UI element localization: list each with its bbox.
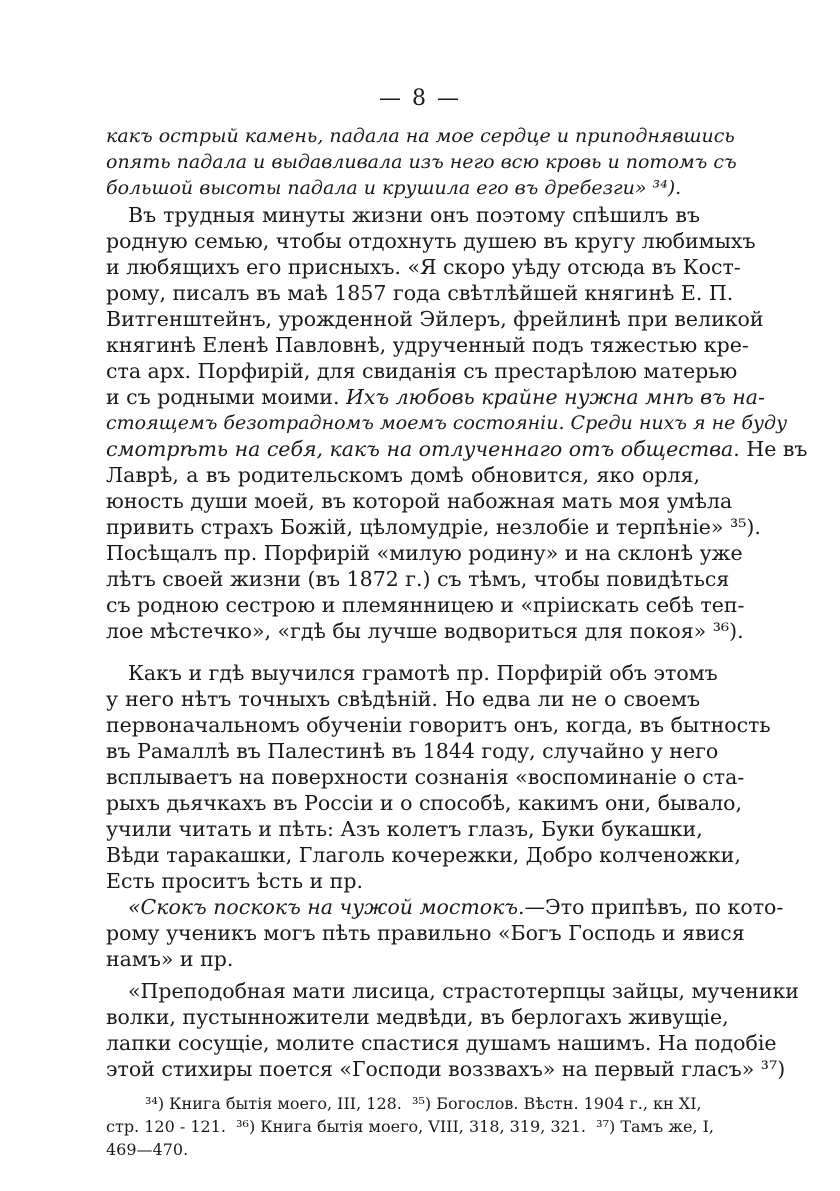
text-line: ста арх. Порфирій, для свиданія съ престарѣлою матерью [106, 359, 738, 383]
text-line: Есть проситъ ѣсть и пр. [106, 869, 363, 893]
text-line: «Преподобная мати лисица, страстотерпцы зайцы, мученики [128, 979, 799, 1003]
text-line: всплываетъ на поверхности сознанія «воспоминаніе о ста- [106, 765, 745, 789]
text-line: стоящемъ безотрадномъ моемъ состояніи. Среди нихъ я не буду [106, 412, 788, 434]
text-line: рыхъ дьячкахъ въ Россіи и о способѣ, какимъ они, бывало, [106, 791, 743, 815]
text-line: опять падала и выдавливала изъ него всю кровь и потомъ съ [106, 151, 737, 173]
text-line: лѣтъ своей жизни (въ 1872 г.) съ тѣмъ, чтобы повидѣться [106, 567, 730, 591]
text-line: и съ родными моими. Ихъ любовь крайне нужна мнѣ въ на- [106, 385, 765, 409]
text-line: Вѣди таракашки, Глаголь кочережки, Добро колченожки, [106, 843, 741, 867]
text-line: намъ» и пр. [106, 947, 234, 971]
text-line: Лаврѣ, а въ родительскомъ домѣ обновится, яко орля, [106, 463, 700, 487]
text-line: первоначальномъ обученіи говоритъ онъ, когда, въ бытность [106, 713, 771, 737]
text-line: смотрѣть на себя, какъ на отлученнаго отъ общества. Не въ [106, 437, 808, 461]
text-line: рому, писалъ въ маѣ 1857 года свѣтлѣйшей княгинѣ Е. П. [106, 281, 734, 305]
text-line: въ Рамаллѣ въ Палестинѣ въ 1844 году, случайно у него [106, 739, 719, 763]
text-line: княгинѣ Еленѣ Павловнѣ, удрученный подъ тяжестью кре- [106, 333, 749, 357]
text-line: съ родною сестрою и племянницею и «пріискать себѣ теп- [106, 593, 745, 617]
text-line: лое мѣстечко», «гдѣ бы лучше водвориться для покоя» ³⁶). [106, 619, 744, 643]
text-line: Посѣщалъ пр. Порфирій «милую родину» и на склонѣ уже [106, 541, 743, 565]
text-line: волки, пустынножители медвѣди, въ берлогахъ живущіе, [106, 1005, 729, 1029]
text-line: какъ острый камень, падала на мое сердце и приподнявшись [106, 125, 735, 147]
text-line: и любящихъ его присныхъ. «Я скоро уѣду отсюда въ Кост- [106, 255, 741, 279]
text-line: юность души моей, въ которой набожная мать моя умѣла [106, 489, 733, 513]
text-line: «Скокъ поскокъ на чужой мостокъ.—Это припѣвъ, по кото- [128, 895, 784, 919]
text-line: этой стихиры поется «Господи воззвахъ» на первый гласъ» ³⁷) [106, 1057, 786, 1081]
text-line: родную семью, чтобы отдохнуть душею въ кругу любимыхъ [106, 229, 756, 253]
text-line: Въ трудныя минуты жизни онъ поэтому спѣшилъ въ [128, 203, 700, 227]
text-line: учили читать и пѣть: Азъ колетъ глазъ, Буки букашки, [106, 817, 703, 841]
footnote-line: ³⁴) Книга бытія моего, III, 128. ³⁵) Богослов. Вѣстн. 1904 г., кн XI, [145, 1094, 702, 1113]
footnote-line: 469—470. [106, 1140, 189, 1159]
italic-fragment: Ихъ любовь крайне нужна мнѣ въ на- [346, 385, 765, 409]
page-number-header: — 8 — [379, 86, 461, 111]
text-line: большой высоты падала и крушила его въ дребезги» ³⁴). [106, 177, 682, 199]
text-line: привить страхъ Божій, цѣломудріе, незлобіе и терпѣніе» ³⁵). [106, 515, 761, 539]
text-line: Какъ и гдѣ выучился грамотѣ пр. Порфирій объ этомъ [128, 661, 718, 685]
footnote-line: стр. 120 - 121. ³⁶) Книга бытія моего, VIII, 318, 319, 321. ³⁷) Тамъ же, I, [106, 1117, 715, 1136]
text-line: рому ученикъ могъ пѣть правильно «Богъ Господь и явися [106, 921, 745, 945]
text-line: у него нѣтъ точныхъ свѣдѣній. Но едва ли не о своемъ [106, 687, 700, 711]
text-line: лапки сосущіе, молите спастися душамъ нашимъ. На подобіе [106, 1031, 777, 1055]
text-fragment: Не въ [746, 437, 808, 461]
text-line: Витгенштейнъ, урожденной Эйлеръ, фрейлинѣ при великой [106, 307, 764, 331]
italic-fragment: «Скокъ поскокъ на чужой мостокъ. [128, 895, 525, 919]
